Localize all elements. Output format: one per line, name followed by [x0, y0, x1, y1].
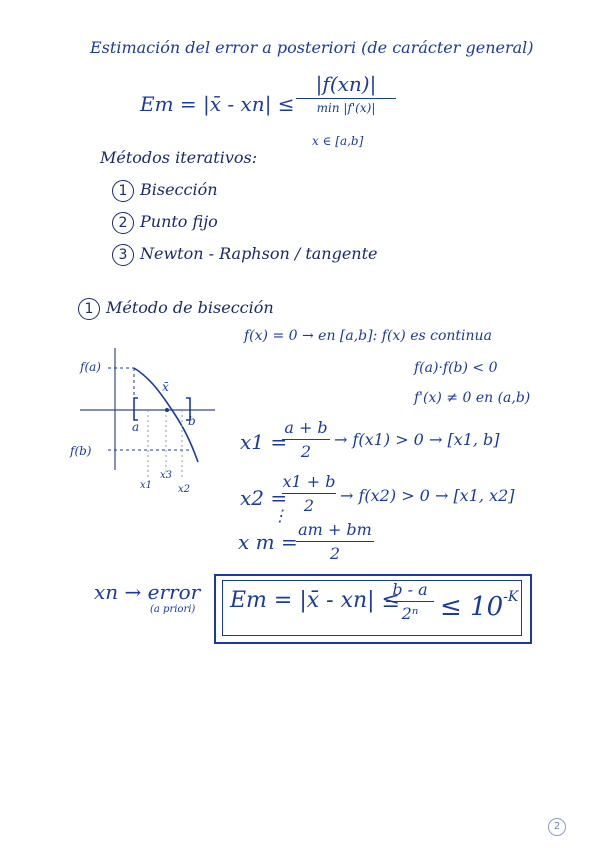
page-number: 2 [548, 818, 566, 836]
continuation-dots: ⋮ [272, 506, 288, 525]
method-label: Newton - Raphson / tangente [140, 244, 378, 263]
bisection-condition-3: f'(x) ≠ 0 en (a,b) [414, 390, 531, 406]
error-formula-domain: x ∈ [a,b] [312, 134, 364, 148]
method-label: Bisección [140, 180, 218, 199]
apriori-fraction [386, 580, 434, 623]
apriori-label: xn → error [94, 580, 201, 604]
x2-lhs: x2 = [240, 486, 288, 510]
x1-fraction [282, 418, 330, 461]
number-circle-icon: 1 [78, 298, 100, 320]
graph-x1-label: x1 [140, 480, 153, 491]
fraction-bar [282, 493, 336, 494]
apriori-rhs-base: ≤ 10 [440, 592, 504, 622]
left-bracket [134, 398, 138, 420]
graph-x3-label: x3 [160, 470, 173, 481]
x1-rhs: → f(x1) > 0 → [x1, b] [334, 430, 500, 449]
x2-numerator: x1 + b [282, 472, 336, 491]
graph-x2-label: x2 [178, 484, 191, 495]
apriori-sublabel: (a priori) [150, 604, 196, 615]
x2-fraction [282, 472, 336, 515]
error-formula-numerator: |f(xn)| [315, 72, 377, 96]
xm-lhs: x m = [238, 530, 298, 554]
x1-numerator: a + b [284, 418, 328, 437]
fraction-bar [296, 541, 374, 542]
x2-rhs: → f(x2) > 0 → [x1, x2] [340, 486, 515, 505]
x1-lhs: x1 = [240, 430, 288, 454]
graph-root-label: x̄ [162, 380, 169, 394]
fraction-bar [282, 439, 330, 440]
xm-numerator: am + bm [298, 520, 372, 539]
graph-fa-label: f(a) [80, 360, 101, 374]
number-circle-icon: 3 [112, 244, 134, 266]
bisection-title: Método de bisección [106, 298, 274, 317]
graph-fb-label: f(b) [70, 444, 92, 458]
method-label: Punto fijo [140, 212, 218, 231]
bisection-condition-2: f(a)·f(b) < 0 [414, 360, 498, 376]
apriori-rhs [440, 589, 519, 622]
bisection-condition-1: f(x) = 0 → en [a,b]: f(x) es continua [244, 328, 492, 344]
error-formula-lhs: Em = |x̄ - xn| ≤ [140, 92, 295, 116]
graph-b-label: b [188, 414, 196, 428]
root-point [165, 408, 169, 412]
apriori-numerator: b - a [392, 580, 428, 599]
number-circle-icon: 2 [112, 212, 134, 234]
x1-denominator: 2 [300, 442, 312, 461]
fraction-bar [386, 601, 434, 602]
number-circle-icon: 1 [112, 180, 134, 202]
error-formula-denominator: min |f'(x)| [316, 101, 376, 115]
apriori-lhs: Em = |x̄ - xn| ≤ [230, 588, 400, 613]
apriori-denominator: 2ⁿ [401, 604, 419, 623]
xm-denominator: 2 [329, 544, 341, 563]
x2-denominator: 2 [303, 496, 315, 515]
apriori-exponent: -K [503, 589, 519, 605]
methods-heading: Métodos iterativos: [100, 148, 258, 167]
xm-fraction [296, 520, 374, 563]
page-title: Estimación del error a posteriori (de carácter general) [90, 38, 534, 57]
graph-a-label: a [132, 420, 140, 434]
